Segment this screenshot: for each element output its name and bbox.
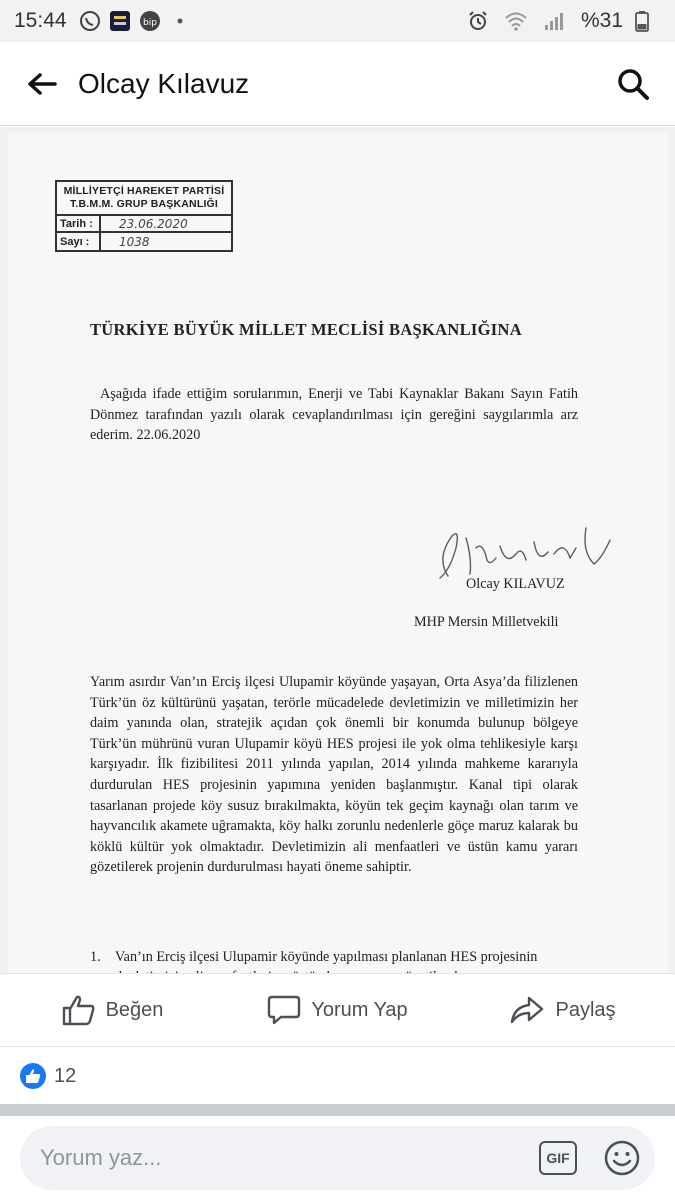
reaction-count: 12 [54,1064,77,1087]
stamp-date-value: 23.06.2020 [119,216,188,231]
post-image[interactable] [0,127,675,973]
alarm-icon [467,10,489,32]
stamp-org-line2: T.B.M.M. GRUP BAŞKANLIĞI [69,198,219,210]
share-button[interactable] [450,995,675,1025]
share-arrow-icon [509,995,545,1025]
comment-input[interactable] [40,1145,500,1171]
app-header [0,42,675,126]
search-button[interactable] [611,62,655,106]
battery-percent: %31 [580,9,623,32]
signer-title: MHP Mersin Milletvekili [414,614,559,630]
comment-label: Yorum Yap [311,998,408,1021]
thumbs-up-icon [62,994,96,1026]
question-number: 1. [90,949,101,965]
bip-icon [139,10,161,32]
back-button[interactable] [20,62,64,106]
status-bar [0,0,675,42]
stamp-number-value: 1038 [119,234,150,249]
stamp-org [57,182,231,216]
comment-composer [0,1116,675,1200]
stamp-org-line1: MİLLİYETÇİ HAREKET PARTİSİ [63,185,225,197]
document-intro: Aşağıda ifade ettiğim sorularımın, Enerji ve Tabi Kaynaklar Bakanı Sayın Fatih Dönmez tarafından yazılı olarak cevaplandırılması için gereğini saygılarımla arz ederim. 22.06.2020 [90,386,578,444]
share-label: Paylaş [555,998,616,1021]
app-badge-icon [109,10,131,32]
stamp-number-row [57,233,231,250]
party-stamp [55,180,233,252]
gif-button[interactable]: GIF [539,1141,577,1175]
document-page [8,133,668,978]
reactions-summary[interactable] [0,1048,675,1104]
battery-icon [631,10,653,32]
whatsapp-icon [79,10,101,32]
search-icon [616,67,650,101]
signer-name: Olcay KILAVUZ [466,576,565,592]
document-heading: TÜRKİYE BÜYÜK MİLLET MECLİSİ BAŞKANLIĞINA [90,320,522,339]
section-divider [0,1104,675,1116]
wifi-icon [505,10,527,32]
comment-box[interactable] [20,1126,655,1190]
comment-button[interactable] [225,994,450,1026]
document-body: Yarım asırdır Van’ın Erciş ilçesi Ulupamir köyünde yaşayan, Orta Asya’da filizlenen Türk’ün öz kültürünü yaşatan, terörle mücadelede devletimizin ve milletimizin her daim yanında olan, stratejik açıdan çok önemli bir konumda bulunup bölgeye Türk’ün mührünü vuran Ulupamir köyü HES projesi ile yok olma tehlikesiyle karşı karşıyadır. İlk fizibilitesi 2011 yılında yapılan, 2014 yılında mahkeme kararıyla durdurulan HES projesinin yapımına yeniden başlanmıştır. Kanal tipi olarak tasarlanan projede köy susuz bırakılmakta, köyün tek geçim kaynağı olan tarım ve hayvancılık akamete uğramakta, köy halkı zorunlu nedenlerle göçe maruz kalarak bu köklü kültür yok olmaktadır. Devletimizin ali menfaatleri ve üstün kamu yararı gözetilerek projenin durdurulması hayati öneme sahiptir. [90,674,578,876]
svg-text:bip: bip [142,18,157,28]
stamp-date-row [57,216,231,233]
status-time: 15:44 [14,9,67,32]
like-reaction-icon [20,1063,46,1089]
question-line1: Van’ın Erciş ilçesi Ulupamir köyünde yapılması planlanan HES projesinin [115,949,538,965]
post-actions [0,973,675,1047]
stamp-date-label: Tarih : [57,216,101,231]
like-button[interactable] [0,994,225,1026]
stamp-number-label: Sayı : [57,233,101,250]
emoji-icon[interactable] [603,1139,641,1177]
signal-icon [543,10,565,32]
like-label: Beğen [105,998,164,1021]
dot-icon [169,10,191,32]
page-title: Olcay Kılavuz [78,67,250,99]
comment-bubble-icon [267,994,301,1026]
arrow-left-icon [27,72,57,96]
